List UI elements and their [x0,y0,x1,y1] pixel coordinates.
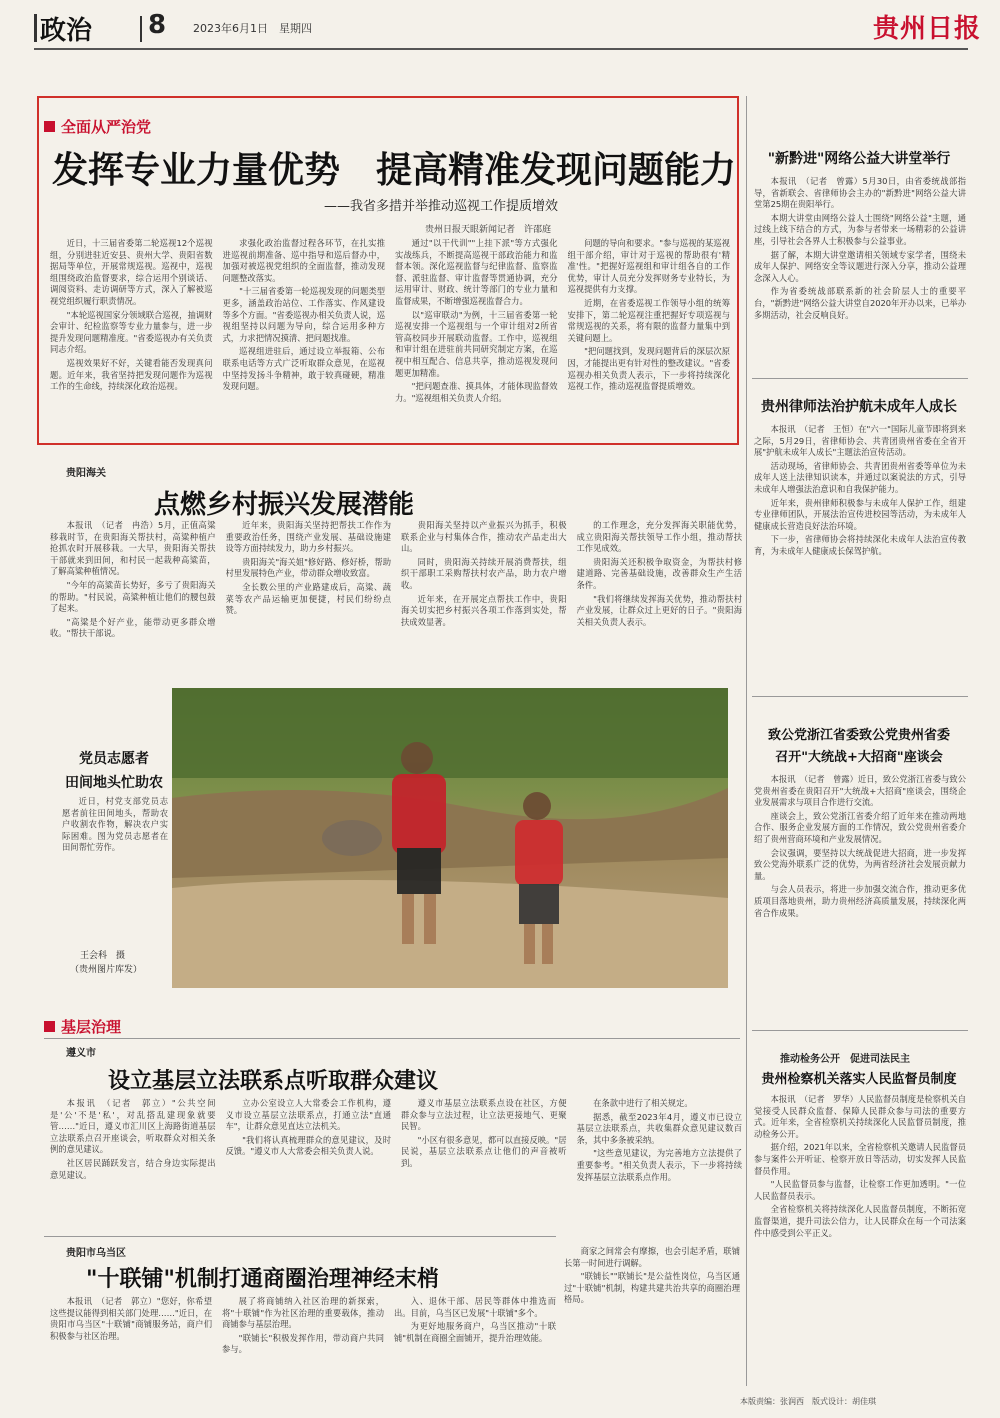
paragraph: 座谈会上，致公党浙江省委介绍了近年来在推动两地合作、服务企业发展方面的工作情况，致公党贵州省委介绍了贵州营商环境和产业发展情况。 [754,810,966,844]
paragraph: 下一步，省律师协会将持续深化未成年人法治宣传教育，为未成年人健康成长保驾护航。 [754,534,966,556]
paragraph: "联铺长"积极发挥作用，带动商户共同参与。 [222,1332,384,1355]
section-rule [44,1038,740,1039]
kicker-square-icon [44,1021,55,1032]
paragraph: 近年来，贵州律师积极参与未成年人保护工作，组建专业律师团队，开展法治宣传进校园等活动，为未成年人健康成长营造良好法治环境。 [754,497,966,531]
paragraph: 全长数公里的产业路建成后，高粱、蔬菜等农产品运输更加便捷，村民们纷纷点赞。 [225,581,391,616]
photo-credit-source: （贵州图片库发） [70,965,143,975]
paragraph: 本报讯 （记者 曾露）5月30日，由省委统战部指导，省新联会、省律师协会主办的"新黔进"网络公益大讲堂第25期在贵阳举行。 [754,176,966,210]
rural-col-4 [577,520,743,678]
grass-kicker-label: 基层治理 [61,1018,122,1036]
section-rule [752,378,968,379]
paragraph: "今年的高粱苗长势好，多亏了贵阳海关的帮助。"村民说，高粱种植让他们的腰包鼓了起来。 [50,579,216,614]
paragraph: 同时，贵阳海关持续开展消费帮扶，组织干部职工采购帮扶村农产品，助力农户增收。 [401,556,567,590]
paragraph: 本报讯 （记者 郭立）"您好，你希望这些提议能得到相关部门处理……"近日，在贵阳市乌当区"十联铺"商铺服务站，商户们积极参与社区治理。 [50,1296,212,1341]
right-low-headline-1: 致公党浙江省委致公党贵州省委 [767,728,950,743]
right-top-headline: "新黔进"网络公益大讲堂举行 [767,151,951,167]
paragraph: 与会人员表示，将进一步加强交流合作，推动更多优质项目落地贵州，助力贵州经济高质量发展，持续深化两省合作成果。 [754,884,966,918]
section-marker [34,14,37,42]
paragraph: 全省检察机关将持续深化人民监督员制度，不断拓宽监督渠道，提升司法公信力，让人民群众在每一个司法案件中感受到公平正义。 [754,1204,966,1238]
paragraph: "高粱是个好产业，能带动更多群众增收。"帮扶干部说。 [50,616,216,639]
shiq-source: 贵阳市乌当区 [66,1248,126,1259]
rural-col-3 [401,520,567,678]
paragraph: 据介绍，2021年以来，全省检察机关邀请人民监督员参与案件公开听证、检察开放日等活动，切实发挥人民监督员作用。 [754,1142,966,1176]
lead-col-4 [568,238,731,438]
right-low-body [754,774,966,1014]
shiq-col-2 [222,1296,384,1390]
procur-headline: 贵州检察机关落实人民监督员制度 [761,1072,957,1087]
rural-col-1 [50,520,216,678]
paragraph: 通过"以干代训""上挂下派"等方式强化实战练兵，不断提高巡视干部政治能力和监督本领。深化巡视监督与纪律监督、监察监督、派驻监督、审计监督等贯通协调，充分运用审计、财政、统计等部门的专业力量和监督成果，不断增强巡视监督合力。 [395,238,558,306]
paragraph: 作为省委统战部联系新的社会阶层人士的重要平台，"新黔进"网络公益大讲堂自2020年开办以来，已举办多期活动，社会反响良好。 [754,286,966,320]
paragraph: 商家之间常会有摩擦，也会引起矛盾，联铺长第一时间进行调解。 [564,1246,740,1268]
page-number: 8 [148,10,167,40]
paragraph: 本期大讲堂由网络公益人士围绕"网络公益"主题，通过线上线下结合的方式，为参与者带来一场精彩的公益讲座，引导社会各界人士积极参与公益事业。 [754,212,966,246]
paragraph: 本报讯 （记者 冉浩）5月，正值高粱移栽时节，在贵阳海关帮扶村，高粱种植户抢抓农时开展移栽。一大早，贵阳海关帮扶干部就来到田间，和村民一起栽种高粱苗，了解高粱种植情况。 [50,520,216,577]
grass-kicker [44,1016,121,1037]
rural-headline: 点燃乡村振兴发展潜能 [154,490,415,520]
paragraph: 近期，在省委巡视工作领导小组的统筹安排下，第二轮巡视注重把握好专项巡视与常规巡视的关系，将有限的监督力量集中到关键问题上。 [567,297,730,343]
paragraph: 遵义市基层立法联系点设在社区，方便群众参与立法过程，让立法更接地气、更聚民智。 [401,1098,567,1132]
paragraph: 巡视效果好不好，关键看能否发现真问题。近年来，我省坚持把发现问题作为巡视工作的生命线，持续深化政治巡视。 [50,357,213,392]
paragraph: 以"巡审联动"为例，十三届省委第一轮巡视安排一个巡视组与一个审计组对2所省管高校同步开展联动监督。工作中，巡视组和审计组在进驻前共同研究制定方案，在巡视中相互配合、信息共享，推动巡视发现问题更加精准。 [395,309,558,378]
lead-kicker-label: 全面从严治党 [61,118,152,136]
paragraph: "把问题找到，发现问题背后的深层次原因，才能提出更有针对性的整改建议。"省委巡视办相关负责人表示，下一步将持续深化巡视工作，推动巡视监督提质增效。 [567,346,730,392]
right-mid-body [754,424,966,676]
lead-byline: 贵州日报天眼新闻记者 许邵庭 [425,225,552,235]
paragraph: 会议强调，要坚持以大统战促进大招商，进一步发挥致公党海外联系广泛的优势，为两省经济社会发展贡献力量。 [754,847,966,881]
page-date: 2023年6月1日 星期四 [193,22,312,35]
rural-col-2 [226,520,392,678]
paragraph: 巡视组进驻后，通过设立举报箱、公布联系电话等方式广泛听取群众意见，在巡视中坚持发扬斗争精神，敢于较真碰硬，精准发现问题。 [222,346,385,392]
paragraph: 贵阳海关坚持以产业振兴为抓手，积极联系企业与村集体合作，推动农产品走出大山。 [401,520,567,554]
paragraph: 的工作理念，充分发挥海关职能优势，成立贵阳海关帮扶领导工作小组，推动帮扶工作见成效。 [576,520,742,554]
paragraph: "我们将继续发挥海关优势，推动帮扶村产业发展，让群众过上更好的日子。"贵阳海关相关负责人表示。 [576,593,742,627]
shiq-col-3 [394,1296,556,1390]
right-mid-headline: 贵州律师法治护航未成年人成长 [761,399,957,415]
paragraph: "这些意见建议，为完善地方立法提供了重要参考。"相关负责人表示，下一步将持续发挥基层立法联系点作用。 [576,1148,742,1182]
paragraph: 近日，十三届省委第二轮巡视12个巡视组，分别进驻近安县、贵州大学、贵阳省数据局等单位，开展常规巡视。巡视中，巡视组围绕政治监督要求，综合运用个别谈话、调阅资料、走访调研等方式，深入了解被巡视党组织履行职责情况。 [50,238,213,306]
paragraph: 近年来，贵阳海关坚持把帮扶工作作为重要政治任务，围绕产业发展、基础设施建设等方面持续发力，助力乡村振兴。 [225,520,391,554]
page-footer: 本版责编：张润西 版式设计：胡佳琪 [740,1397,876,1406]
paragraph: 展了将商铺纳入社区治理的新探索，将"十联铺"作为社区治理的重要载体，推动商铺参与基层治理。 [222,1296,384,1330]
kicker-square-icon [44,121,55,132]
right-top-body [754,176,966,376]
grass-headline: 设立基层立法联系点听取群众建议 [108,1068,439,1094]
paragraph: 据了解，本期大讲堂邀请相关领域专家学者，围绕未成年人保护、网络安全等议题进行深入分享，推动公益理念深入人心。 [754,249,966,283]
shiq-body [50,1296,556,1390]
paragraph: 活动现场，省律师协会、共青团贵州省委等单位为未成年人送上法律知识读本，并通过以案说法的方式，引导未成年人增强法治意识和自我保护能力。 [754,460,966,494]
paragraph: 本报讯 （记者 王恒）在"六一"国际儿童节即将到来之际，5月29日，省律师协会、共青团贵州省委在全省开展"护航未成年人成长"主题法治宣传活动。 [754,424,966,458]
procur-body [754,1094,966,1380]
rural-source: 贵阳海关 [66,468,106,479]
grass-source: 遵义市 [66,1048,96,1059]
paragraph: "我们将认真梳理群众的意见建议，及时反馈。"遵义市人大常委会相关负责人说。 [225,1134,391,1157]
procur-subhead: 推动检务公开 促进司法民主 [780,1054,910,1065]
section-name: 政治 [40,16,93,46]
lead-body [50,238,730,438]
rural-body [50,520,742,678]
shiq-headline: "十联铺"机制打通商圈治理神经末梢 [86,1266,439,1292]
photo-volunteers-field [172,688,728,988]
shiq-col-4 [564,1246,740,1390]
paragraph: 求强化政治监督过程各环节，在扎实推进巡视前期准备、巡中指导和巡后督办中，加强对被巡视党组织的全面监督，推动发现问题整改落实。 [222,238,385,283]
lead-subtitle: ——我省多措并举推动巡视工作提质增效 [324,199,559,214]
grass-col-1 [50,1098,216,1230]
paragraph: 问题的导向和要求。"参与巡视的某巡视组干部介绍，审计对于巡视的帮助很有'精准'性。"把握好巡视组和审计组各自的工作优势，审计人员充分发挥财务专业特长，为巡视提供有力支撑。 [567,238,730,295]
paragraph: 本报讯 （记者 罗华）人民监督员制度是检察机关自觉接受人民群众监督、保障人民群众参与司法的重要方式。近年来，全省检察机关持续深化人民监督员制度，推动检务公开。 [754,1094,966,1139]
right-low-headline-2: 召开"大统战+大招商"座谈会 [775,750,943,765]
paragraph: 据悉，截至2023年4月，遵义市已设立基层立法联系点，共收集群众意见建议数百条，其中多条被采纳。 [576,1111,742,1145]
paragraph: 贵阳海关"海关姐"修好路、修好桥，帮助村里发展特色产业，带动群众增收致富。 [225,556,391,579]
paragraph: "十三届省委第一轮巡视发现的问题类型更多，涵盖政治站位、工作落实、作风建设等多个方面。"省委巡视办相关负责人说，巡视组坚持以问题为导向，综合运用多种方式，力求把情况摸清、把问题找准。 [222,286,385,343]
paragraph: "本轮巡视国家分领域联合巡视，抽调财会审计、纪检监察等专业力量参与，进一步提升发现问题精准度。"省委巡视办有关负责同志介绍。 [50,309,213,355]
paragraph: 近日，村党支部党员志愿者前往田间地头，帮助农户收割农作物，解决农户实际困难。图为党员志愿者在田间帮忙劳作。 [62,796,168,853]
lead-col-1 [50,238,213,438]
section-rule [752,1030,968,1031]
masthead-rule [34,48,968,50]
paragraph: 本报讯 （记者 郭立）"公共空间是'公'不是'私'，对乱搭乱建现象就要管……"近日，遵义市汇川区上海路街道基层立法联系点召开座谈会，听取群众对相关条例的意见建议。 [50,1098,216,1155]
column-rule [746,96,747,1386]
photo-caption-title-2: 田间地头忙助农 [65,775,163,791]
grass-col-3 [401,1098,567,1230]
paragraph: 为更好地服务商户，乌当区推动"十联铺"机制在商圈全面铺开，提升治理效能。 [394,1321,556,1343]
lead-col-3 [395,238,558,438]
paragraph: "小区有很多意见，都可以直接反映。"居民说，基层立法联系点让他们的声音被听到。 [401,1134,567,1168]
paragraph: 入、退休干部、居民等群体中推选而出。目前，乌当区已发展"十联铺"多个。 [394,1296,556,1318]
paragraph: "联铺长""联铺长"是公益性岗位，乌当区通过"十联铺"机制，构建共建共治共享的商圈治理格局。 [564,1271,740,1305]
lead-col-2 [223,238,386,438]
section-rule [44,1236,556,1237]
section-rule [752,696,968,697]
photo-caption-text [62,796,168,936]
paragraph: 社区居民踊跃发言，结合身边实际提出意见建议。 [50,1157,216,1180]
grass-col-2 [226,1098,392,1230]
paragraph: 在条款中进行了相关规定。 [593,1098,693,1108]
newspaper-logo: 贵州日报 [873,14,982,44]
paragraph: "把问题查准、摸具体，才能体现监督效力。"巡视组相关负责人介绍。 [395,381,558,403]
paragraph: 贵阳海关还积极争取资金，为帮扶村修建道路、完善基础设施，改善群众生产生活条件。 [576,556,742,590]
lead-headline: 发挥专业力量优势 提高精准发现问题能力 [52,149,737,191]
divider [140,16,142,42]
lead-kicker [44,116,151,137]
shiq-col-1 [50,1296,212,1390]
photo-credit: 王会科 摄 [80,951,126,961]
paragraph: 近年来，在开展定点帮扶工作中，贵阳海关切实把乡村振兴各项工作落到实处，帮扶成效显著。 [401,593,567,627]
news-photo [172,688,728,988]
paragraph: 本报讯 （记者 曾露）近日，致公党浙江省委与致公党贵州省委在贵阳召开"大统战+大招商"座谈会，围绕企业发展需求与项目合作进行交流。 [754,774,966,808]
photo-caption-title-1: 党员志愿者 [79,751,149,767]
paragraph: 立办公室设立人大常委会工作机构，遵义市设立基层立法联系点，打通立法"直通车"，让群众意见直达立法机关。 [225,1098,391,1132]
paragraph: "人民监督员参与监督，让检察工作更加透明。"一位人民监督员表示。 [754,1179,966,1201]
